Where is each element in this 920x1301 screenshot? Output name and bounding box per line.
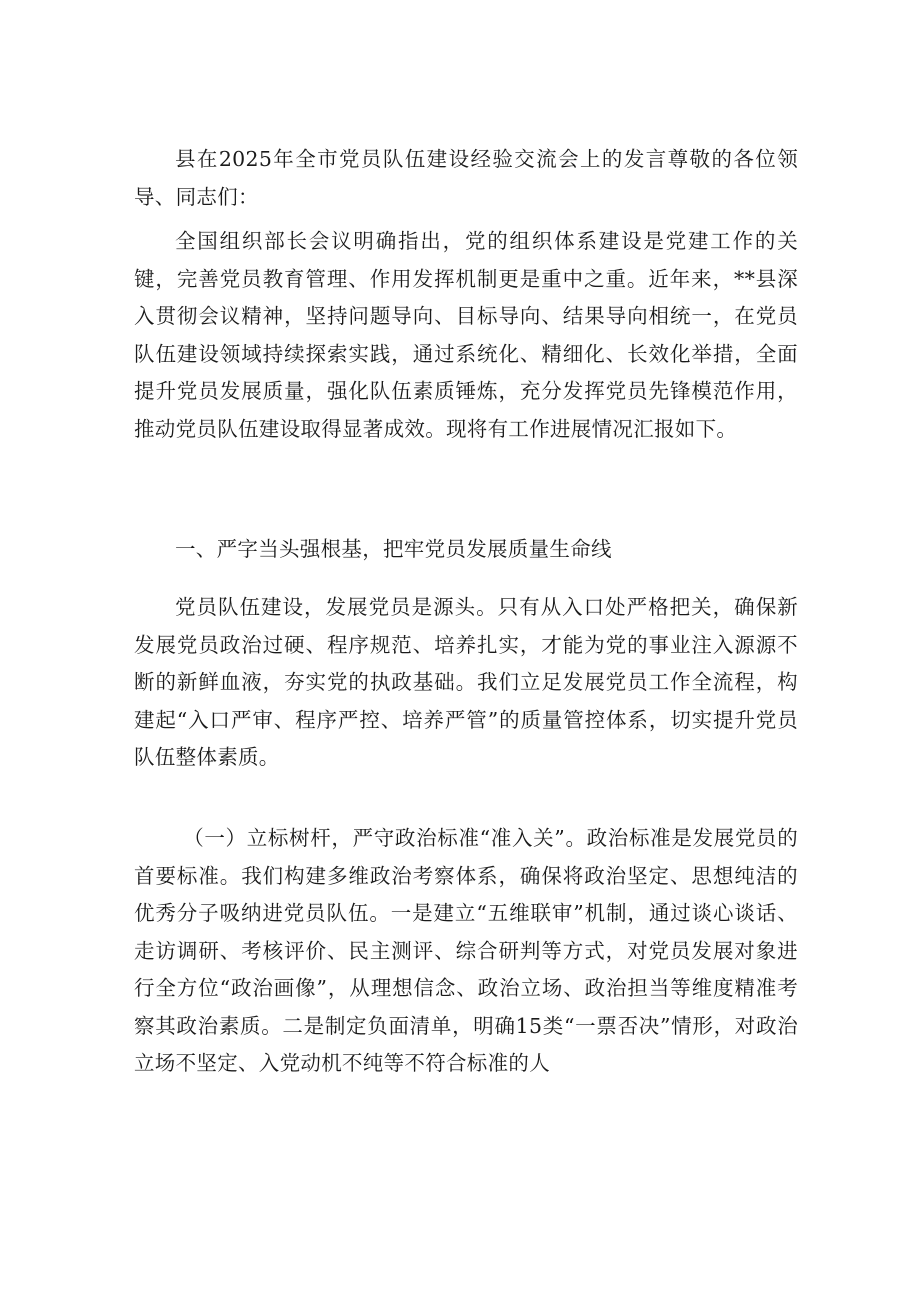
intro-paragraph: 县在2025年全市党员队伍建设经验交流会上的发言尊敬的各位领导、同志们： [134,147,798,209]
body-paragraph-1: 全国组织部长会议明确指出，党的组织体系建设是党建工作的关键，完善党员教育管理、作用发挥机制更是重中之重。近年来，**县深入贯彻会议精神，坚持问题导向、目标导向、结果导向相统一，在党员队伍建设领域持续探索实践，通过系统化、精细化、长效化举措，全面提升党员发展质量，强化队伍素质锤炼，充分发挥党员先锋模范作用，推动党员队伍建设取得显著成效。现将有工作进展情况汇报如下。 [134,229,798,441]
section-heading-1: 一、严字当头强根基，把牢党员发展质量生命线 [175,537,612,561]
body-paragraph-2: 党员队伍建设，发展党员是源头。只有从入口处严格把关，确保新发展党员政治过硬、程序规范、培养扎实，才能为党的事业注入源源不断的新鲜血液，夯实党的执政基础。我们立足发展党员工作全流程，构建起“入口严审、程序严控、培养严管”的质量管控体系，切实提升党员队伍整体素质。 [134,595,798,769]
body-paragraph-3: （一）立标树杆，严守政治标准“准入关”。政治标准是发展党员的首要标准。我们构建多维政治考察体系，确保将政治坚定、思想纯洁的优秀分子吸纳进党员队伍。一是建立“五维联审”机制，通过谈心谈话、走访调研、考核评价、民主测评、综合研判等方式，对党员发展对象进行全方位“政治画像”，从理想信念、政治立场、政治担当等维度精准考察其政治素质。二是制定负面清单，明确15类“一票否决”情形，对政治立场不坚定、入党动机不纯等不符合标准的人 [134,826,798,1075]
